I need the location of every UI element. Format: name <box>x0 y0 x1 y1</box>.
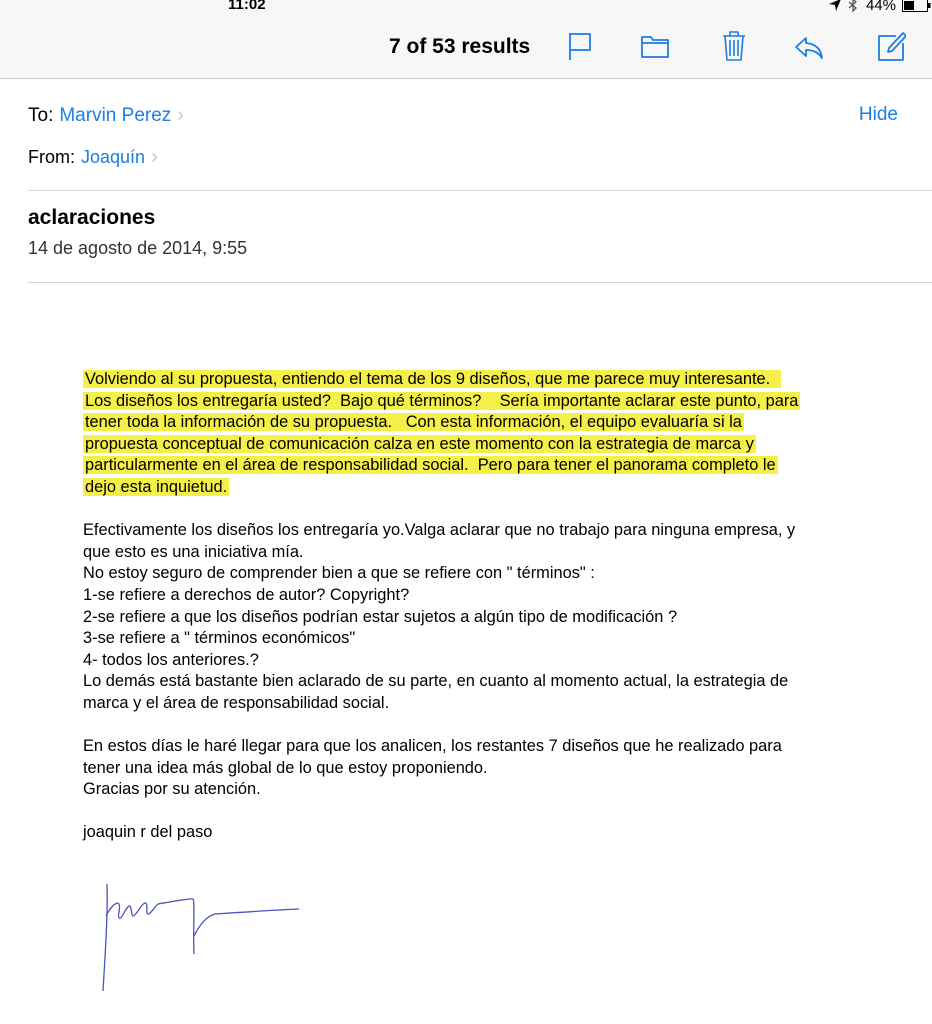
closing-paragraph <box>83 736 883 801</box>
spacer <box>83 499 883 521</box>
folder-icon[interactable] <box>640 30 670 62</box>
email-body <box>83 369 883 844</box>
bluetooth-icon <box>848 0 858 12</box>
spacer <box>83 715 883 737</box>
to-label: To: <box>28 104 54 126</box>
email-date: 14 de agosto de 2014, 9:55 <box>28 238 248 258</box>
subject-divider <box>28 282 932 283</box>
reply-line: 1-se refiere a derechos de autor? Copyright? <box>83 585 410 604</box>
reply-icon[interactable] <box>793 30 823 62</box>
reply-paragraph <box>83 520 883 714</box>
quote-line: Los diseños los entregaría usted? Bajo qué términos? Sería importante aclarar este punto, para <box>85 391 799 410</box>
quote-line: Volviendo al su propuesta, entiendo el tema de los 9 diseños, que me parece muy interesante. <box>85 370 780 388</box>
quote-line: tener toda la información de su propuesta. Con esta información, el equipo evaluaría si la <box>85 413 742 432</box>
reply-line: que esto es una iniciativa mía. <box>83 542 304 561</box>
closing-line: tener una idea más global de lo que estoy proponiendo. <box>83 758 488 777</box>
handwritten-signature <box>95 876 305 996</box>
reply-line: 2-se refiere a que los diseños podrían estar sujetos a algún tipo de modificación ? <box>83 607 678 626</box>
from-label: From: <box>28 147 75 167</box>
trash-icon[interactable] <box>719 30 749 62</box>
spacer <box>83 801 883 823</box>
results-counter: 7 of 53 results <box>389 35 531 58</box>
reply-line: 3-se refiere a " términos económicos" <box>83 629 356 648</box>
email-subject: aclaraciones <box>28 206 156 229</box>
highlighted-quote <box>83 369 883 499</box>
closing-line: Gracias por su atención. <box>83 780 261 799</box>
location-icon <box>828 0 842 12</box>
status-time: 11:02 <box>228 0 266 13</box>
reply-line: Efectivamente los diseños los entregaría yo.Valga aclarar que no trabajo para ninguna empresa, y <box>83 521 796 540</box>
quote-line: propuesta conceptual de comunicación calza en este momento con la estrategia de marca y <box>85 434 754 453</box>
closing-line: En estos días le haré llegar para que los analicen, los restantes 7 diseños que he realizado para <box>83 737 782 756</box>
chevron-right-icon: › <box>151 146 158 168</box>
quote-line: dejo esta inquietud. <box>85 477 228 496</box>
compose-icon[interactable] <box>876 30 906 62</box>
chevron-right-icon: › <box>177 104 184 126</box>
header-divider <box>28 190 932 191</box>
from-row <box>28 146 158 169</box>
hide-button[interactable]: Hide <box>858 104 898 125</box>
reply-line: 4- todos los anteriores.? <box>83 650 259 669</box>
reply-line: marca y el área de responsabilidad social. <box>83 693 390 712</box>
flag-icon[interactable] <box>565 30 595 62</box>
battery-percent: 44% <box>865 0 896 14</box>
quote-line: particularmente en el área de responsabilidad social. Pero para tener el panorama completo le <box>85 456 776 475</box>
reply-line: No estoy seguro de comprender bien a que se refiere con " términos" : <box>83 564 595 583</box>
status-bar <box>0 0 932 14</box>
signoff-name: joaquin r del paso <box>83 823 213 842</box>
to-row <box>28 104 184 127</box>
reply-line: Lo demás está bastante bien aclarado de su parte, en cuanto al momento actual, la estrategia de <box>83 672 789 691</box>
status-indicators <box>828 0 932 14</box>
battery-icon <box>902 0 932 12</box>
from-sender[interactable]: Joaquín <box>81 147 146 167</box>
to-recipient[interactable]: Marvin Perez <box>59 104 172 126</box>
mail-toolbar <box>0 14 932 79</box>
